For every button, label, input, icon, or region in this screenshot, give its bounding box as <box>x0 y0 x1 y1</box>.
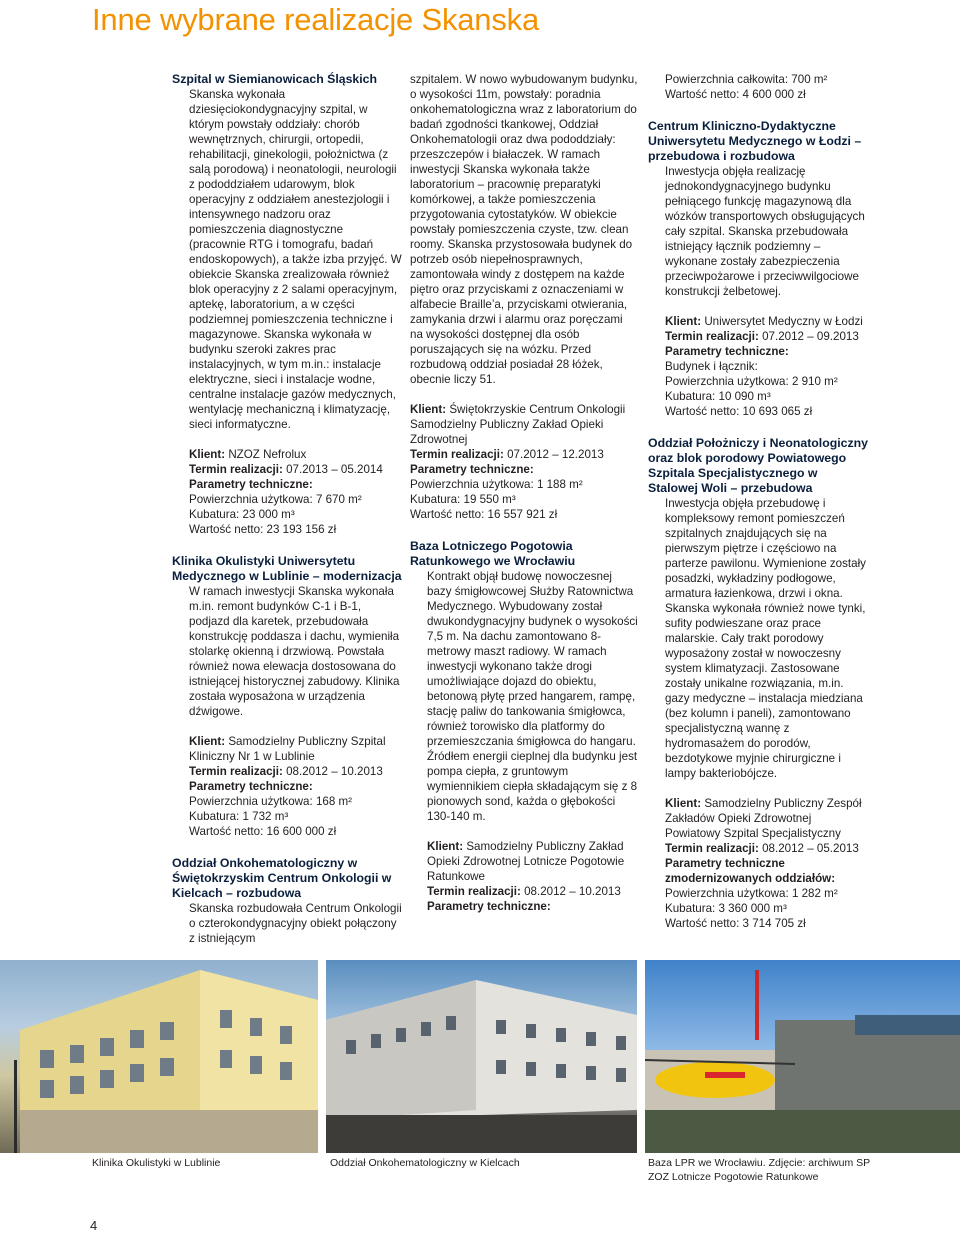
client-label: Klient: <box>427 840 464 853</box>
client-label: Klient: <box>410 403 447 416</box>
client-label: Klient: <box>189 448 226 461</box>
term-label: Termin realizacji: <box>189 463 283 476</box>
param-area: Powierzchnia użytkowa: 1 282 m² <box>665 887 838 900</box>
page-number: 4 <box>90 1218 98 1233</box>
param-value: Wartość netto: 4 600 000 zł <box>665 88 806 101</box>
column-3 <box>648 72 868 948</box>
term-value: 07.2012 – 12.2013 <box>507 448 604 461</box>
photo-caption-lublin: Klinika Okulistyki w Lublinie <box>92 1157 221 1169</box>
photo-kielce-building <box>326 960 637 1153</box>
term-label: Termin realizacji: <box>189 765 283 778</box>
project-kielce <box>172 856 402 946</box>
client-line <box>665 796 868 841</box>
param-value: Wartość netto: 16 557 921 zł <box>410 508 558 521</box>
project-heading: Klinika Okulistyki Uniwersytetu Medycznego w Lublinie – modernizacja <box>172 554 402 583</box>
client-line <box>665 314 868 329</box>
param-value: Wartość netto: 23 193 156 zł <box>189 523 337 536</box>
term-line <box>189 462 402 477</box>
project-heading: Oddział Położniczy i Neonatologiczny oraz blok porodowy Powiatowego Szpitala Specjalistycznego w Stalowej Woli – przebudowa <box>648 436 868 495</box>
photo-lublin-clinic <box>0 960 318 1153</box>
params-label: Parametry techniczne zmodernizowanych oddziałów: <box>665 857 836 885</box>
client-value: Samodzielny Publiczny Zakład Opieki Zdrowotnej Lotnicze Pogotowie Ratunkowe <box>427 840 625 883</box>
project-heading: Oddział Onkohematologiczny w Świętokrzyskim Centrum Onkologii w Kielcach – rozbudowa <box>172 856 392 900</box>
client-value: NZOZ Nefrolux <box>228 448 307 461</box>
project-wroclaw-continued <box>648 72 868 102</box>
project-siemianowice <box>172 72 402 537</box>
params-label: Parametry techniczne: <box>189 780 313 793</box>
term-value: 08.2012 – 10.2013 <box>286 765 383 778</box>
term-value: 08.2012 – 05.2013 <box>762 842 859 855</box>
param-volume: Kubatura: 23 000 m³ <box>189 508 295 521</box>
param-volume: Kubatura: 19 550 m³ <box>410 493 516 506</box>
project-heading: Szpital w Siemianowicach Śląskich <box>172 72 378 86</box>
param-area: Powierzchnia użytkowa: 168 m² <box>189 795 353 808</box>
param-area: Powierzchnia użytkowa: 1 188 m² <box>410 478 583 491</box>
term-label: Termin realizacji: <box>665 330 759 343</box>
param-value: Wartość netto: 3 714 705 zł <box>665 917 806 930</box>
project-stalowa-wola <box>648 436 868 931</box>
param-volume: Kubatura: 10 090 m³ <box>665 390 771 403</box>
column-1 <box>172 72 402 963</box>
client-line <box>427 839 638 884</box>
params-label: Parametry techniczne: <box>410 463 534 476</box>
term-value: 07.2012 – 09.2013 <box>762 330 859 343</box>
param-scope: Budynek i łącznik: <box>665 360 758 373</box>
project-wroclaw <box>410 539 638 914</box>
client-value: Samodzielny Publiczny Szpital Kliniczny Nr 1 w Lublinie <box>189 735 386 763</box>
term-line <box>427 884 638 899</box>
column-2 <box>410 72 638 931</box>
param-area: Powierzchnia całkowita: 700 m² <box>665 73 828 86</box>
photo-wroclaw-heliport <box>645 960 960 1153</box>
term-line <box>189 764 402 779</box>
client-value: Świętokrzyskie Centrum Onkologii Samodzielny Publiczny Zakład Opieki Zdrowotnej <box>410 403 626 446</box>
param-volume: Kubatura: 3 360 000 m³ <box>665 902 787 915</box>
params-label: Parametry techniczne: <box>427 900 551 913</box>
project-description: Skanska rozbudowała Centrum Onkologii o czterokondygnacyjny obiekt połączony z istniejącym <box>189 902 402 945</box>
project-lodz <box>648 119 868 419</box>
param-volume: Kubatura: 1 732 m³ <box>189 810 289 823</box>
project-description: Kontrakt objął budowę nowoczesnej bazy śmigłowcowej Służby Ratownictwa Medycznego. Wybudowany został dwukondygnacyjny budynek o wysokości 7,5 m. Na dachu zamontowano 8-metrowy maszt radiowy. W ramach inwestycji wykonano także drogi umożliwiające dojazd do obiektu, betonową płytę przed hangarem, rampę, stację paliw do tankowania śmigłowca, również torowisko dla platformy do przemieszczania śmigłowca do hangaru. Źródłem energii cieplnej dla budynku jest pompa ciepła, z gruntowym wymiennikiem ciepła składającym się z 8 pionowych sond, każda o głębokości 130-140 m. <box>427 570 638 823</box>
term-line <box>665 841 868 856</box>
project-description: Inwestycja objęła realizację jednokondygnacyjnego budynku pełniącego funkcję magazynową dla wózków transportowych obsługujących cały szpital. Skanska przebudowała istniejący łącznik podziemny – wykonane zostały zabezpieczenia przeciwpożarowe i przeciwwilgociowe konstrukcji żelbetowej. <box>665 165 865 298</box>
term-label: Termin realizacji: <box>410 448 504 461</box>
project-kielce-continued <box>410 72 638 522</box>
page-title: Inne wybrane realizacje Skanska <box>92 2 539 37</box>
param-value: Wartość netto: 10 693 065 zł <box>665 405 813 418</box>
client-label: Klient: <box>665 315 702 328</box>
term-label: Termin realizacji: <box>427 885 521 898</box>
term-value: 08.2012 – 10.2013 <box>524 885 621 898</box>
client-line <box>410 402 638 447</box>
project-heading: Centrum Kliniczno-Dydaktyczne Uniwersytetu Medycznego w Łodzi – przebudowa i rozbudowa <box>648 119 862 163</box>
client-value: Uniwersytet Medyczny w Łodzi <box>704 315 863 328</box>
project-description: szpitalem. W nowo wybudowanym budynku, o wysokości 11m, powstały: poradnia onkohematologiczna wraz z laboratorium do badań zgodności tkankowej, Oddział Onkohematologii oraz dwa pododdziały: przeszczepów i białaczek. W ramach inwestycji Skanska wykonała także laboratorium – pracownię preparatyki komórkowej, a także pomieszczenia przygotowania cytostatyków. W obiekcie powstały pomieszczenia czyste, tzw. clean roomy. Skanska przystosowała budynek do potrzeb osób niepełnosprawnych, zamontowała windy z dostępem na każde piętro oraz przyciskami z oznaczeniami w alfabecie Braille’a, przyciskami otwierania, zamykania drzwi i alarmu oraz poręczami na wysokości dostępnej dla osób poruszających się na wózku. Przed rozbudową oddział posiadał 28 łóżek, obecnie liczy 51. <box>410 73 638 386</box>
param-area: Powierzchnia użytkowa: 2 910 m² <box>665 375 838 388</box>
client-value: Samodzielny Publiczny Zespół Zakładów Opieki Zdrowotnej Powiatowy Szpital Specjalistyczny <box>665 797 862 840</box>
param-area: Powierzchnia użytkowa: 7 670 m² <box>189 493 362 506</box>
photo-caption-wroclaw: Baza LPR we Wrocławiu. Zdjęcie: archiwum SP ZOZ Lotnicze Pogotowie Ratunkowe <box>648 1157 870 1183</box>
term-value: 07.2013 – 05.2014 <box>286 463 383 476</box>
param-value: Wartość netto: 16 600 000 zł <box>189 825 337 838</box>
project-description: Skanska wykonała dziesięciokondygnacyjny szpital, w którym powstały oddziały: chorób wewnętrznych, chirurgii, ortopedii, rehabilitacji, ginekologii, położnictwa (z salą porodową) i neonatologii, neurologii z pododdziałem udarowym, blok operacyjny z oddziałem anestezjologii i intensywnego nadzoru oraz pomieszczenia diagnostyczne (pracownie RTG i tomografu, badań endoskopowych), a także izba przyjęć. W obiekcie Skanska zrealizowała również blok operacyjny z 2 salami operacyjnym, aptekę, laboratorium, a w części podziemnej pomieszczenia techniczne i magazynowe. Skanska wykonała w budynku szeroki zakres prac instalacyjnych, w tym m.in.: instalacje elektryczne, sieci i instalacje wodne, centralne instalacje gazów medycznych, wentylację mechaniczną i klimatyzację, sieci informatyczne. <box>189 88 402 431</box>
term-line <box>410 447 638 462</box>
term-label: Termin realizacji: <box>665 842 759 855</box>
photo-caption-kielce: Oddział Onkohematologiczny w Kielcach <box>330 1157 520 1169</box>
params-label: Parametry techniczne: <box>665 345 789 358</box>
project-description: W ramach inwestycji Skanska wykonała m.in. remont budynków C-1 i B-1, podjazd dla karetek, przebudowała konstrukcję poddasza i dachu, wymieniła stolarkę okienną i drzwiową. Powstała również nowa elewacja dostosowana do istniejącej historycznej zabudowy. Klinika została wyposażona w urządzenia dźwigowe. <box>189 585 400 718</box>
term-line <box>665 329 868 344</box>
client-label: Klient: <box>665 797 702 810</box>
client-line <box>189 734 402 764</box>
params-label: Parametry techniczne: <box>189 478 313 491</box>
project-heading: Baza Lotniczego Pogotowia Ratunkowego we Wrocławiu <box>410 539 576 568</box>
project-lublin <box>172 554 402 839</box>
client-line <box>189 447 402 462</box>
project-description: Inwestycja objęła przebudowę i kompleksowy remont pomieszczeń szpitalnych znajdujących się na pierwszym piętrze i częściowo na parterze pawilonu. Wymienione zostały posadzki, wykładziny podłogowe, armatura łazienkowa, drzwi i okna. Skanska wykonała również nowe tynki, sufity podwieszane oraz prace malarskie. Cały trakt porodowy wyposażony został w nowoczesny system klimatyzacji. Zastosowane zostały unikalne rozwiązania, m.in. gazy medyczne – instalacja miedziana (bez kolumn i paneli), zamontowano specjalistyczną wannę z hydromasażem do porodów, bezdotykowe myjnie chirurgiczne i lampy bakteriobójcze. <box>665 497 866 780</box>
client-label: Klient: <box>189 735 226 748</box>
